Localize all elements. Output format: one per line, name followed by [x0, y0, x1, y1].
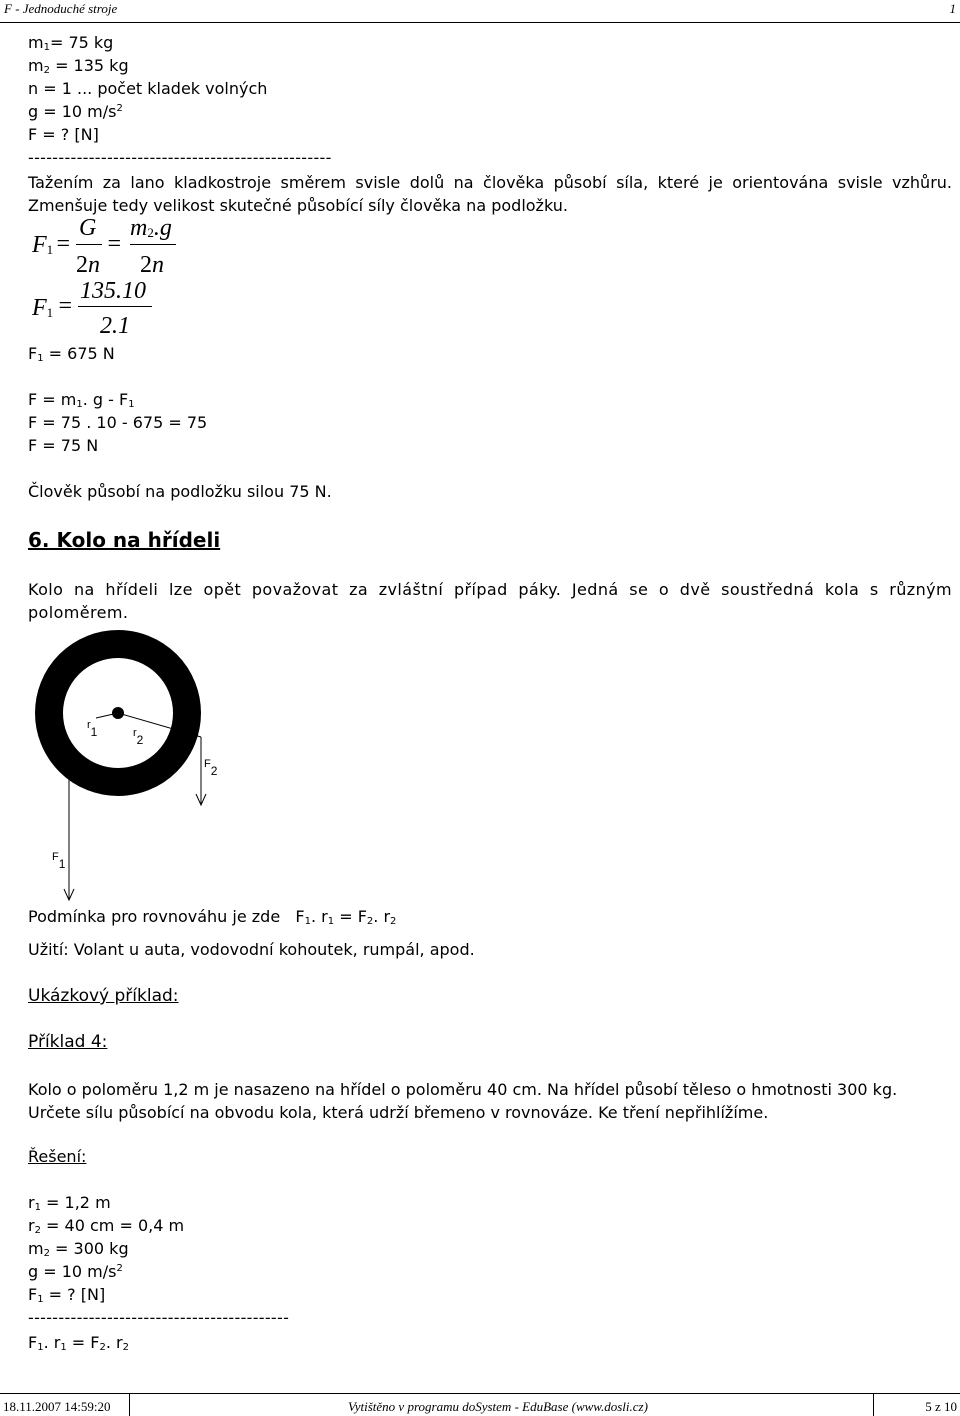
given-m1: $m_1= 75$ kg — [28, 33, 114, 53]
svg-text:r2: r2 — [133, 727, 144, 747]
section-heading: 6. Kolo na hřídeli — [28, 528, 221, 552]
given-r1: $r_1 = 1,2$ m — [28, 1193, 111, 1213]
result-F-formula: $F = m_1$. g - $F_1$ — [28, 390, 135, 410]
divider: -------------------------------------------------- — [28, 148, 332, 167]
label-F2: F — [204, 758, 211, 770]
result-F-calc: F = 75 . 10 - 675 = 75 — [28, 413, 208, 432]
label-r2: r — [133, 727, 137, 739]
usage: Užití: Volant u auta, vodovodní kohoutek, rumpál, apod. — [28, 940, 475, 959]
result-F1: $F_1 = 675$ N — [28, 344, 115, 364]
given-n: n = 1 ... počet kladek volných — [28, 79, 268, 98]
label-F1: F — [52, 851, 59, 863]
svg-text:F2: F2 — [204, 758, 218, 778]
footer-datetime: 18.11.2007 14:59:20 — [3, 1399, 111, 1414]
given-m2: $m_2 = 135$ kg — [28, 56, 129, 76]
given-F1-b: $F_1$ = ? [N] — [28, 1285, 106, 1305]
given-m2-b: $m_2 = 300$ kg — [28, 1239, 129, 1259]
divider-b: ------------------------------------------- — [28, 1308, 290, 1327]
paragraph-pulley: Tažením za lano kladkostroje směrem svisle dolů na člověka působí síla, které je orientována svisle vzhůru. Zmenšuje tedy velikost skutečné působící síly člověka na podložku. — [28, 173, 952, 215]
given-g-b: g = 10 $m/s^2$ — [28, 1262, 123, 1281]
result-F-value: F = 75 N — [28, 436, 99, 455]
svg-text:r1: r1 — [87, 719, 98, 739]
equilibrium-condition: Podmínka pro rovnováhu je zde $F_1$. $r_1 = F_2$. $r_2$ — [28, 907, 397, 927]
equation-b: $F_1$. $r_1 = F_2$. $r_2$ — [28, 1333, 129, 1353]
paragraph-wheel: Kolo na hřídeli lze opět považovat za zvláštní případ páky. Jedná se o dvě soustředná kola s různým poloměrem. — [28, 580, 952, 622]
header-page: 1 — [949, 1, 956, 16]
given-r2: $r_2 = 40$ cm = 0,4 m — [28, 1216, 185, 1236]
given-F: F = ? [N] — [28, 125, 99, 144]
footer-printed: Vytištěno v programu doSystem - EduBase (www.dosli.cz) — [348, 1399, 648, 1414]
label-r1: r — [87, 719, 91, 731]
page-footer — [0, 1393, 960, 1416]
given-g: g = 10 $m/s^2$ — [28, 102, 123, 121]
page-header — [0, 0, 960, 23]
wheel-axle-diagram — [0, 630, 260, 910]
svg-text:F1: F1 — [52, 851, 66, 871]
footer-page: 5 z 10 — [925, 1399, 957, 1414]
problem-heading: Příklad 4: — [28, 1032, 108, 1052]
solution-heading: Řešení: — [28, 1147, 87, 1166]
conclusion: Člověk působí na podložku silou 75 N. — [28, 482, 332, 501]
header-title: F - Jednoduché stroje — [4, 1, 118, 16]
example-heading: Ukázkový příklad: — [28, 986, 179, 1006]
problem-text: Kolo o poloměru 1,2 m je nasazeno na hřídel o poloměru 40 cm. Na hřídel působí těleso o hmotnosti 300 kg. Určete sílu působící na obvodu kola, která udrží břemeno v rovnováze. Ke tření nepřihlížíme. — [28, 1080, 898, 1122]
